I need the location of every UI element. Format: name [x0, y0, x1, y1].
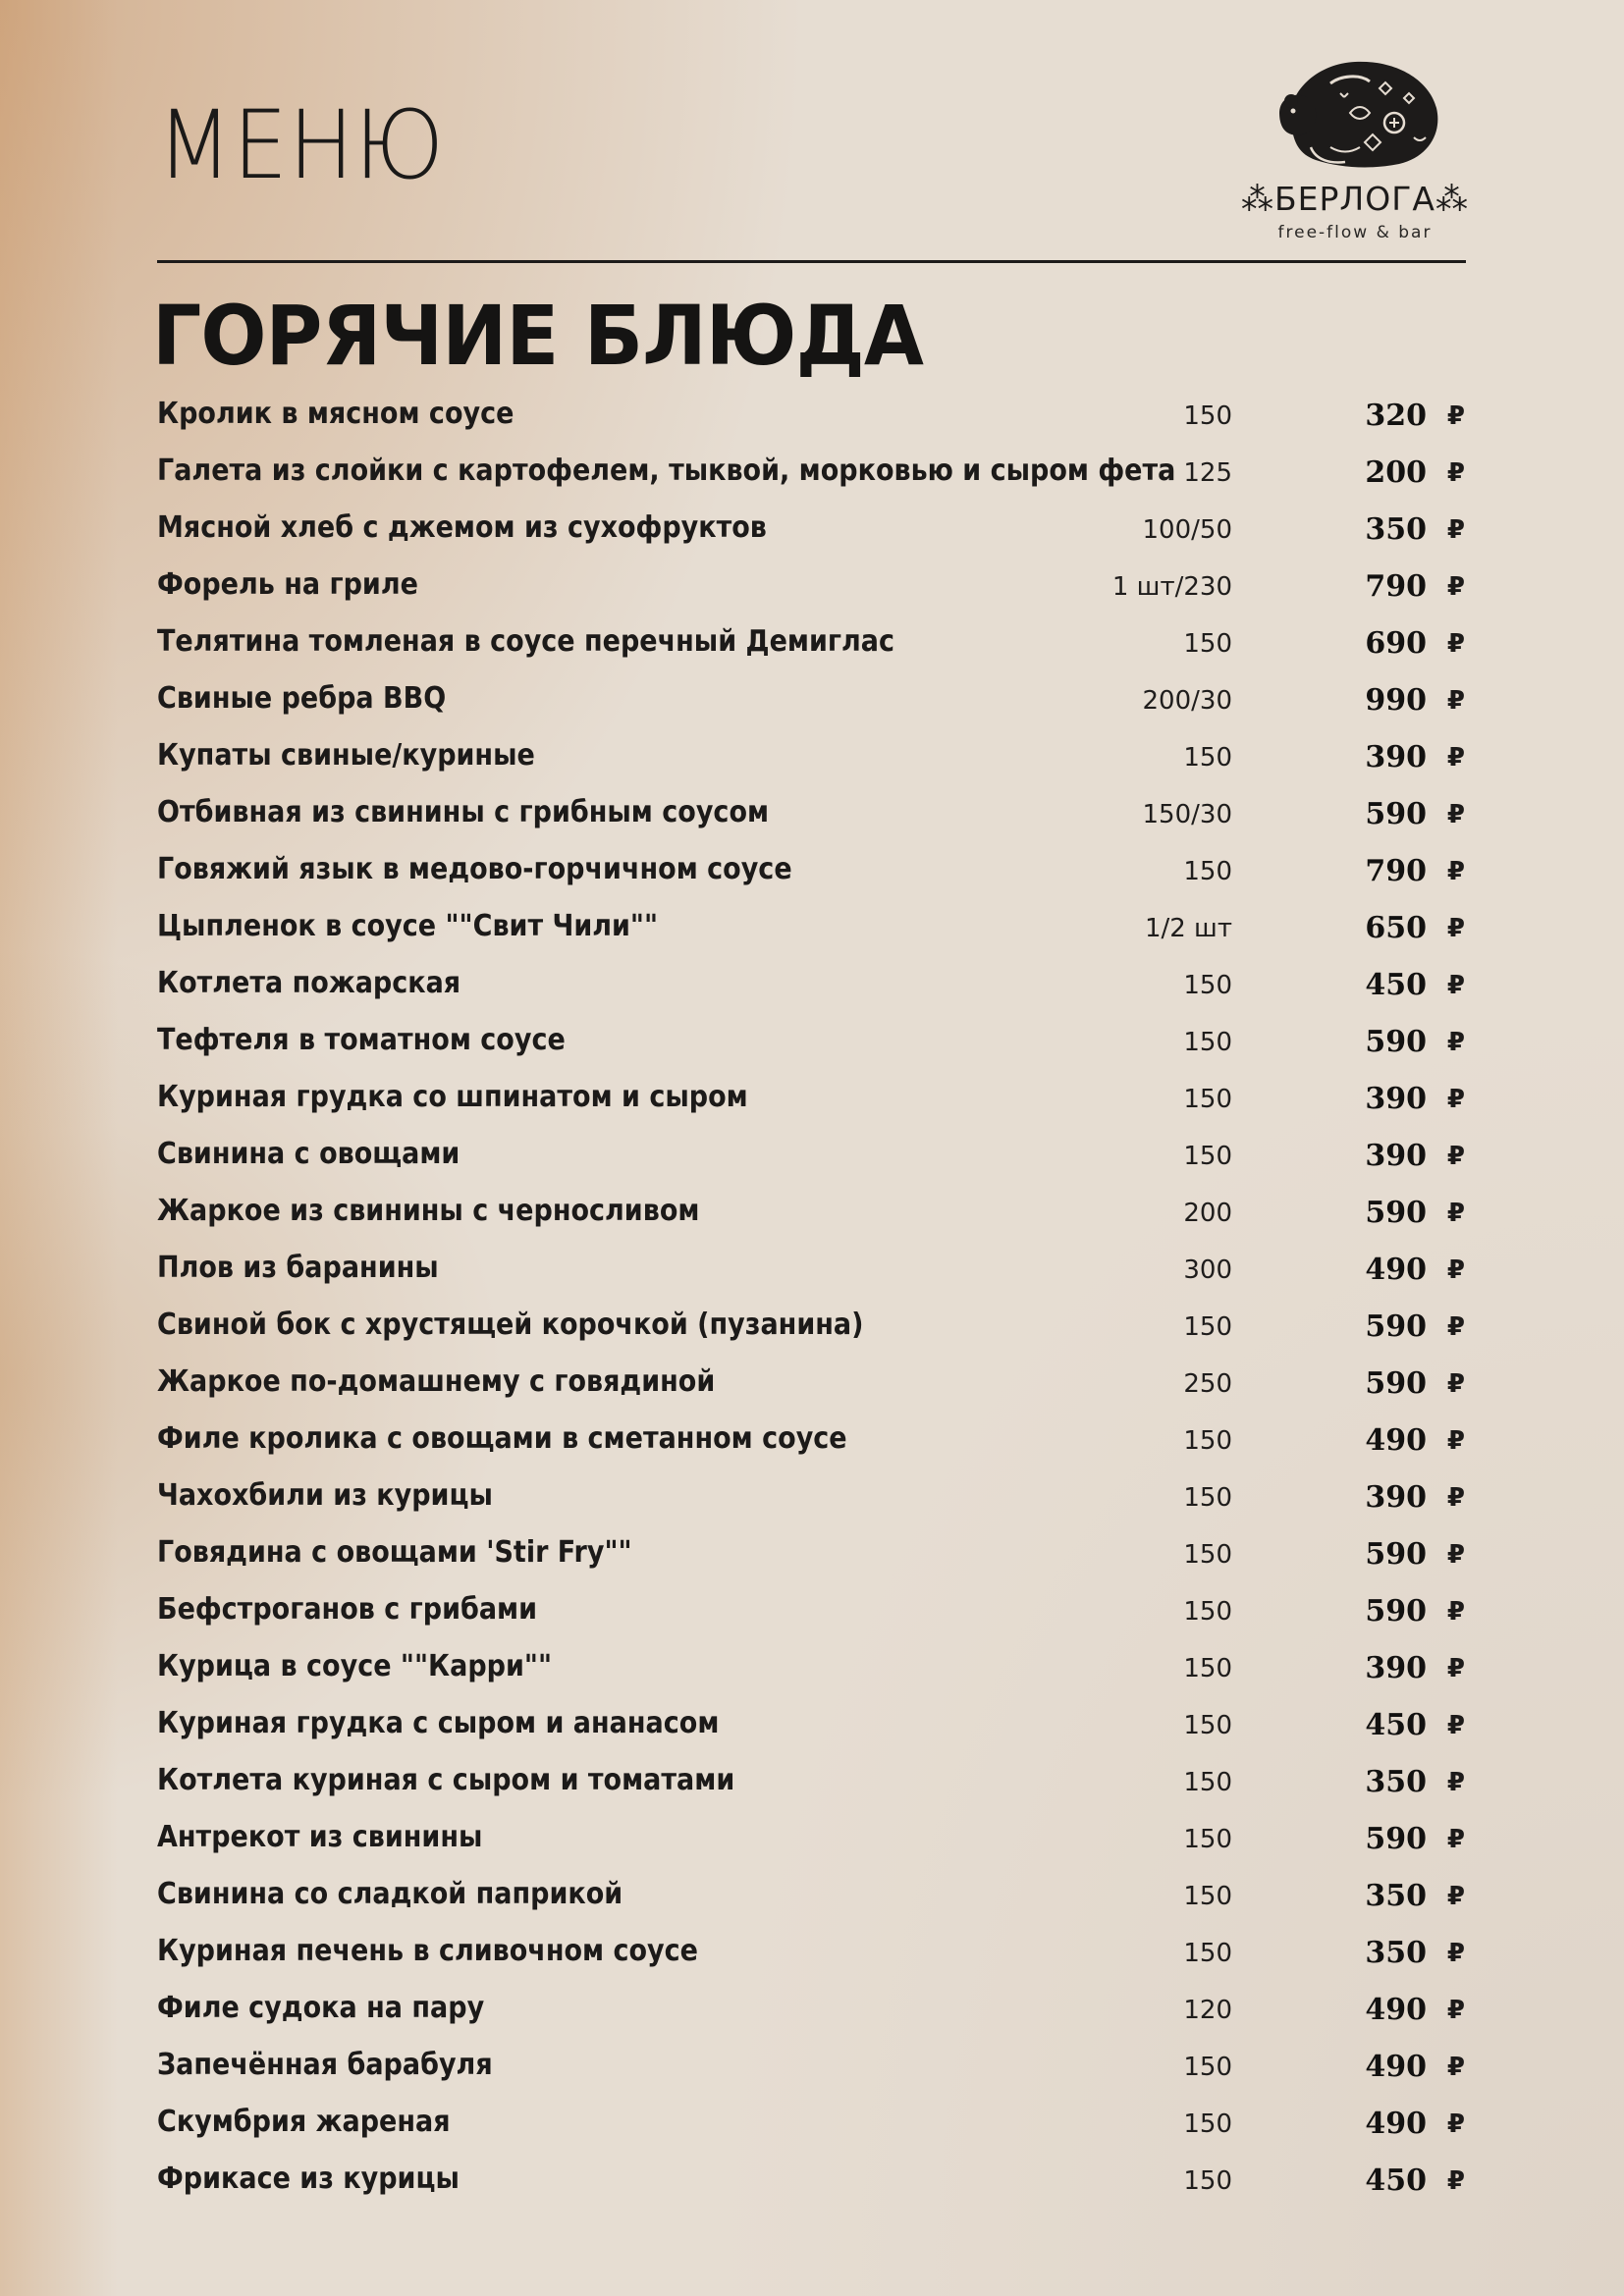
dish-name: Филе кролика с овощами в сметанном соусе — [157, 1421, 847, 1456]
brand-subtitle: free-flow & bar — [1277, 223, 1433, 242]
ruble-icon: ₽ — [1446, 1939, 1465, 1968]
ruble-icon: ₽ — [1446, 1996, 1465, 2025]
ruble-icon: ₽ — [1446, 1085, 1465, 1114]
dish-weight: 150 — [1183, 1028, 1232, 1057]
dish-weight: 300 — [1183, 1255, 1232, 1285]
ruble-icon: ₽ — [1446, 1142, 1465, 1171]
menu-item — [157, 2043, 1473, 2100]
dish-price: 200 — [1365, 455, 1427, 490]
dish-price: 590 — [1365, 1822, 1427, 1856]
menu-item — [157, 449, 1473, 506]
menu-item — [157, 1416, 1473, 1473]
ruble-icon: ₽ — [1446, 743, 1465, 773]
dish-price: 390 — [1365, 1082, 1427, 1116]
dish-price: 590 — [1365, 1366, 1427, 1401]
dish-name: Плов из баранины — [157, 1251, 439, 1285]
dish-name: Скумбрия жареная — [157, 2105, 451, 2139]
dish-weight: 150 — [1183, 857, 1232, 886]
menu-item — [157, 1644, 1473, 1701]
ruble-icon: ₽ — [1446, 1199, 1465, 1228]
ruble-icon: ₽ — [1446, 1369, 1465, 1399]
ruble-icon: ₽ — [1446, 458, 1465, 488]
dish-weight: 150 — [1183, 743, 1232, 773]
dish-price: 450 — [1365, 1708, 1427, 1742]
dish-price: 590 — [1365, 1196, 1427, 1230]
dish-name: Мясной хлеб с джемом из сухофруктов — [157, 510, 767, 545]
dish-price: 490 — [1365, 1993, 1427, 2027]
ornament-right-icon: ⁂ — [1435, 180, 1469, 218]
dish-name: Свинина со сладкой паприкой — [157, 1877, 623, 1911]
section-title: ГОРЯЧИЕ БЛЮДА — [152, 288, 924, 384]
ruble-icon: ₽ — [1446, 914, 1465, 943]
dish-name: Филе судока на пару — [157, 1991, 485, 2025]
dish-name: Телятина томленая в соусе перечный Демиглас — [157, 624, 894, 659]
dish-name: Тефтеля в томатном соусе — [157, 1023, 566, 1057]
dish-name: Фрикасе из курицы — [157, 2162, 460, 2196]
menu-item — [157, 1986, 1473, 2043]
menu-item — [157, 1189, 1473, 1246]
dish-weight: 150 — [1183, 1939, 1232, 1968]
dish-weight: 150 — [1183, 1426, 1232, 1456]
dish-name: Чахохбили из курицы — [157, 1478, 493, 1513]
dish-name: Купаты свиные/куриные — [157, 738, 535, 773]
dish-name: Курица в соусе ""Карри"" — [157, 1649, 553, 1683]
brand-name — [1232, 180, 1478, 218]
dish-price: 350 — [1365, 1765, 1427, 1799]
ornament-left-icon: ⁂ — [1241, 180, 1275, 218]
dish-name: Куриная печень в сливочном соусе — [157, 1934, 698, 1968]
dish-price: 990 — [1365, 683, 1427, 718]
ruble-icon: ₽ — [1446, 401, 1465, 431]
dish-weight: 150 — [1183, 2166, 1232, 2196]
dish-weight: 150 — [1183, 1882, 1232, 1911]
ruble-icon: ₽ — [1446, 1825, 1465, 1854]
menu-item — [157, 1246, 1473, 1303]
menu-item — [157, 1701, 1473, 1758]
dish-weight: 1/2 шт — [1144, 914, 1232, 943]
dish-name: Бефстроганов с грибами — [157, 1592, 538, 1627]
ruble-icon: ₽ — [1446, 857, 1465, 886]
ruble-icon: ₽ — [1446, 1882, 1465, 1911]
ruble-icon: ₽ — [1446, 1654, 1465, 1683]
dish-weight: 150 — [1183, 401, 1232, 431]
menu-item — [157, 847, 1473, 904]
dish-price: 590 — [1365, 797, 1427, 831]
dish-weight: 150 — [1183, 1768, 1232, 1797]
dish-price: 590 — [1365, 1309, 1427, 1344]
dish-price: 390 — [1365, 740, 1427, 774]
dish-weight: 150 — [1183, 1654, 1232, 1683]
header-divider — [157, 260, 1466, 263]
menu-item — [157, 1929, 1473, 1986]
dish-name: Говядина с овощами 'Stir Fry"" — [157, 1535, 632, 1570]
dish-price: 790 — [1365, 854, 1427, 888]
dish-price: 350 — [1365, 512, 1427, 547]
menu-item — [157, 1303, 1473, 1360]
dish-name: Кролик в мясном соусе — [157, 397, 514, 431]
ruble-icon: ₽ — [1446, 1768, 1465, 1797]
dish-weight: 150 — [1183, 1142, 1232, 1171]
dish-price: 490 — [1365, 1423, 1427, 1458]
bear-emblem-icon — [1272, 54, 1443, 172]
ruble-icon: ₽ — [1446, 2109, 1465, 2139]
menu-item — [157, 2157, 1473, 2214]
ruble-icon: ₽ — [1446, 1255, 1465, 1285]
ruble-icon: ₽ — [1446, 1597, 1465, 1627]
menu-item — [157, 562, 1473, 619]
ruble-icon: ₽ — [1446, 971, 1465, 1000]
dish-name: Жаркое из свинины с черносливом — [157, 1194, 700, 1228]
dish-name: Антрекот из свинины — [157, 1820, 483, 1854]
dish-weight: 150 — [1183, 1312, 1232, 1342]
menu-item — [157, 1587, 1473, 1644]
dish-price: 790 — [1365, 569, 1427, 604]
dish-weight: 1 шт/230 — [1111, 572, 1232, 602]
dish-price: 590 — [1365, 1594, 1427, 1629]
dish-price: 350 — [1365, 1879, 1427, 1913]
ruble-icon: ₽ — [1446, 2053, 1465, 2082]
ruble-icon: ₽ — [1446, 800, 1465, 829]
dish-weight: 120 — [1183, 1996, 1232, 2025]
dish-weight: 150 — [1183, 971, 1232, 1000]
dish-weight: 150 — [1183, 1540, 1232, 1570]
dish-name: Галета из слойки с картофелем, тыквой, морковью и сыром фета — [157, 454, 1176, 488]
ruble-icon: ₽ — [1446, 515, 1465, 545]
dish-weight: 125 — [1183, 458, 1232, 488]
dish-name: Котлета пожарская — [157, 966, 461, 1000]
menu-item — [157, 392, 1473, 449]
ruble-icon: ₽ — [1446, 572, 1465, 602]
dish-name: Куриная грудка со шпинатом и сыром — [157, 1080, 748, 1114]
menu-item — [157, 676, 1473, 733]
dish-weight: 150 — [1183, 1597, 1232, 1627]
dish-price: 490 — [1365, 2107, 1427, 2141]
page-title: МЕНЮ — [157, 90, 446, 200]
ruble-icon: ₽ — [1446, 1711, 1465, 1740]
dish-price: 690 — [1365, 626, 1427, 661]
dish-weight: 150 — [1183, 629, 1232, 659]
dish-weight: 250 — [1183, 1369, 1232, 1399]
dish-weight: 150 — [1183, 2109, 1232, 2139]
dish-name: Запечённая барабуля — [157, 2048, 493, 2082]
menu-item — [157, 1360, 1473, 1416]
dish-price: 590 — [1365, 1537, 1427, 1572]
dish-price: 390 — [1365, 1139, 1427, 1173]
menu-item — [157, 904, 1473, 961]
dish-weight: 200/30 — [1142, 686, 1232, 716]
dish-name: Форель на гриле — [157, 567, 418, 602]
menu-item — [157, 1530, 1473, 1587]
menu-item — [157, 790, 1473, 847]
dish-price: 320 — [1365, 399, 1427, 433]
dish-weight: 150 — [1183, 1711, 1232, 1740]
dish-weight: 150/30 — [1142, 800, 1232, 829]
dish-name: Жаркое по-домашнему с говядиной — [157, 1364, 716, 1399]
dish-weight: 150 — [1183, 1825, 1232, 1854]
dish-name: Говяжий язык в медово-горчичном соусе — [157, 852, 792, 886]
menu-item — [157, 1872, 1473, 1929]
dish-name: Куриная грудка с сыром и ананасом — [157, 1706, 720, 1740]
ruble-icon: ₽ — [1446, 2166, 1465, 2196]
dish-price: 390 — [1365, 1651, 1427, 1685]
menu-item — [157, 619, 1473, 676]
ruble-icon: ₽ — [1446, 686, 1465, 716]
menu-item — [157, 1075, 1473, 1132]
dish-weight: 200 — [1183, 1199, 1232, 1228]
dish-price: 390 — [1365, 1480, 1427, 1515]
ruble-icon: ₽ — [1446, 1540, 1465, 1570]
menu-item — [157, 506, 1473, 562]
ruble-icon: ₽ — [1446, 629, 1465, 659]
dish-weight: 100/50 — [1142, 515, 1232, 545]
menu-item — [157, 961, 1473, 1018]
dish-name: Свиной бок с хрустящей корочкой (пузанина) — [157, 1308, 864, 1342]
dish-name: Цыпленок в соусе ""Свит Чили"" — [157, 909, 659, 943]
dish-price: 490 — [1365, 1253, 1427, 1287]
menu-item — [157, 1132, 1473, 1189]
menu-item — [157, 1018, 1473, 1075]
dish-price: 350 — [1365, 1936, 1427, 1970]
brand-logo — [1232, 54, 1478, 250]
dish-price: 450 — [1365, 2163, 1427, 2198]
menu-item — [157, 1473, 1473, 1530]
menu-item — [157, 1758, 1473, 1815]
dish-weight: 150 — [1183, 1483, 1232, 1513]
menu-item — [157, 1815, 1473, 1872]
dish-name: Свинина с овощами — [157, 1137, 460, 1171]
ruble-icon: ₽ — [1446, 1028, 1465, 1057]
menu-item — [157, 2100, 1473, 2157]
dish-name: Котлета куриная с сыром и томатами — [157, 1763, 735, 1797]
ruble-icon: ₽ — [1446, 1312, 1465, 1342]
menu-list — [157, 392, 1473, 2214]
ruble-icon: ₽ — [1446, 1483, 1465, 1513]
dish-name: Свиные ребра BBQ — [157, 681, 447, 716]
brand-name-text: БЕРЛОГА — [1274, 180, 1435, 218]
menu-item — [157, 733, 1473, 790]
dish-name: Отбивная из свинины с грибным соусом — [157, 795, 770, 829]
dish-price: 490 — [1365, 2050, 1427, 2084]
dish-price: 590 — [1365, 1025, 1427, 1059]
dish-price: 650 — [1365, 911, 1427, 945]
dish-weight: 150 — [1183, 2053, 1232, 2082]
dish-weight: 150 — [1183, 1085, 1232, 1114]
ruble-icon: ₽ — [1446, 1426, 1465, 1456]
dish-price: 450 — [1365, 968, 1427, 1002]
